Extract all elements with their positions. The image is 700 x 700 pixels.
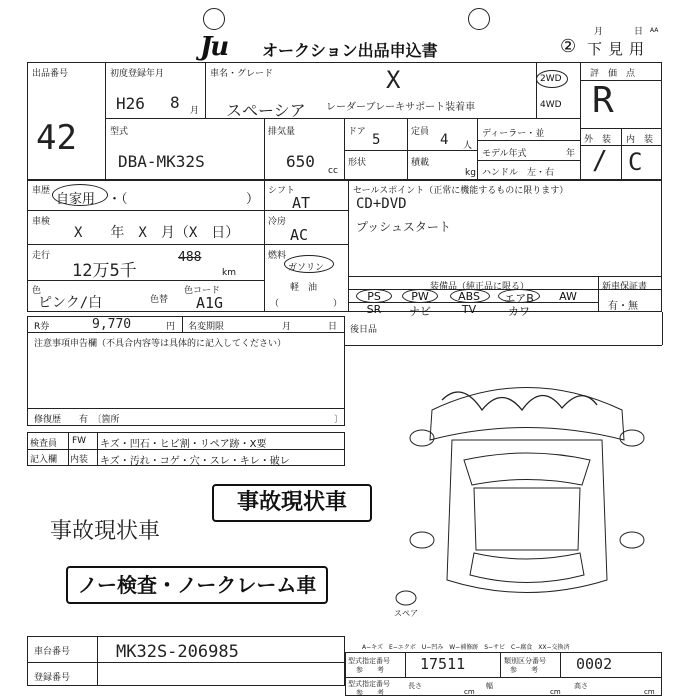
damage-scribble bbox=[442, 392, 597, 410]
first-reg-label: 初度登録年月 bbox=[110, 69, 165, 79]
car-roof bbox=[474, 488, 580, 550]
circled-number: ② bbox=[560, 36, 577, 57]
history-label: 車歴 bbox=[32, 186, 51, 196]
height-unit: cm bbox=[644, 688, 655, 696]
cc-unit: cc bbox=[328, 166, 338, 176]
color-code-label: 色コード bbox=[184, 286, 221, 296]
damage-legend: A−キズ E−エクボ U−凹み W−補修跡 S−サビ C−腐食 XX−交換済 bbox=[362, 644, 570, 651]
accident-stamp: 事故現状車 bbox=[212, 484, 372, 522]
repair-close: 〕 bbox=[334, 415, 344, 425]
fuel-label: 燃料 bbox=[268, 251, 287, 261]
first-reg-year: H26 bbox=[116, 94, 145, 113]
fuel-paren: （ ） bbox=[270, 299, 343, 309]
sales-point-1: CD+DVD bbox=[356, 196, 407, 212]
equip-ps-circle bbox=[356, 289, 392, 303]
recorder-label: 記入欄 bbox=[30, 455, 58, 465]
handle-label: ハンドル 左・右 bbox=[482, 168, 555, 178]
cooler-label: 冷房 bbox=[268, 217, 287, 227]
lot-number-label: 出品番号 bbox=[32, 69, 69, 79]
km-unit: km bbox=[222, 268, 236, 278]
equip-tv: TV bbox=[461, 303, 477, 316]
exterior-label: 外 装 bbox=[584, 135, 612, 145]
2wd-circle bbox=[536, 70, 568, 88]
width-label: 幅 bbox=[486, 682, 493, 690]
fuel-circle bbox=[284, 255, 334, 273]
spare-label: スペア bbox=[394, 609, 418, 618]
warranty-opts: 有・無 bbox=[608, 301, 638, 312]
interior-label: 内 装 bbox=[626, 135, 654, 145]
mileage-label: 走行 bbox=[32, 251, 51, 261]
width-unit: cm bbox=[550, 688, 561, 696]
chassis-label: 車台番号 bbox=[34, 647, 71, 657]
rating-label: 評 価 点 bbox=[590, 69, 636, 79]
shape-label: 形状 bbox=[348, 158, 367, 168]
cooler-value: AC bbox=[290, 226, 309, 244]
type-spec-ref: 参 考 bbox=[356, 666, 384, 674]
color-label: 色 bbox=[32, 286, 42, 296]
aa-label: AA bbox=[650, 27, 659, 34]
interior-short-label: 内装 bbox=[70, 455, 89, 465]
class-spec-value: 0002 bbox=[576, 655, 613, 673]
length-unit: cm bbox=[464, 688, 475, 696]
car-name-label: 車名・グレード bbox=[210, 69, 274, 79]
equipment-label: 装備品（純正品に限る） bbox=[430, 282, 530, 292]
mileage-value: 12万5千 bbox=[72, 261, 137, 281]
shaken-value: X 年 X 月（X 日） bbox=[74, 225, 240, 241]
loading-label: 積載 bbox=[411, 158, 430, 168]
rating-value: R bbox=[592, 80, 614, 121]
equip-navi: ナビ bbox=[409, 305, 431, 318]
int-items: キズ・汚れ・コゲ・穴・スレ・キレ・破レ bbox=[100, 456, 290, 467]
class-spec-ref: 参 考 bbox=[510, 666, 538, 674]
wheel-rear-right bbox=[620, 532, 644, 548]
inspector-label: 検査員 bbox=[30, 439, 58, 449]
doors-label: ドア bbox=[348, 127, 366, 137]
equip-pw: PW bbox=[411, 290, 429, 303]
type-spec-value: 17511 bbox=[420, 655, 466, 673]
chassis-value: MK32S-206985 bbox=[116, 642, 239, 662]
equip-ps: PS bbox=[367, 290, 381, 303]
spare-tire bbox=[396, 591, 416, 605]
dims-ref: 参 考 bbox=[356, 689, 384, 697]
model-type-label: 型式 bbox=[110, 127, 129, 137]
history-value: 自家用 bbox=[56, 192, 96, 207]
color-value: ピンク/白 bbox=[38, 295, 103, 311]
capacity-label: 定員 bbox=[411, 127, 430, 137]
warranty-label: 新車保証書 bbox=[602, 282, 648, 292]
r-ken-value: 9,770 bbox=[92, 317, 132, 332]
first-reg-month-suffix: 月 bbox=[190, 106, 200, 116]
lot-number-value: 42 bbox=[36, 118, 77, 158]
notes-label: 注意事項申告欄（不具合内容等は具体的に記入してください） bbox=[34, 339, 287, 349]
model-year-unit: 年 bbox=[566, 149, 576, 159]
no-claim-stamp: ノー検査・ノークレーム車 bbox=[66, 566, 328, 604]
equip-abs: ABS bbox=[458, 290, 480, 303]
month-label: 月 bbox=[594, 27, 604, 37]
car-front-outline bbox=[430, 388, 624, 441]
car-rear-window bbox=[470, 553, 584, 583]
equip-pw-circle bbox=[402, 289, 438, 303]
dims-label: 型式指定番号 bbox=[348, 680, 390, 688]
displacement-label: 排気量 bbox=[268, 127, 296, 137]
color-code-value: A1G bbox=[196, 294, 224, 312]
car-name-value: スペーシア bbox=[226, 101, 306, 120]
grade-detail-value: レーダーブレーキサポート装着車 bbox=[326, 102, 476, 113]
shift-value: AT bbox=[292, 194, 311, 212]
capacity-value: 4 bbox=[440, 132, 449, 148]
length-label: 長さ bbox=[408, 682, 422, 690]
name-change-month: 月 bbox=[282, 322, 292, 332]
sales-point-2: プッシュスタート bbox=[356, 220, 451, 234]
shaken-label: 車検 bbox=[32, 217, 51, 227]
model-year-label: モデル年式 bbox=[482, 149, 527, 159]
repair-label: 修復歴 有 〔箇所 bbox=[34, 415, 120, 425]
exterior-value: / bbox=[592, 146, 608, 176]
mileage-struck: 488 bbox=[178, 250, 202, 265]
class-spec-label: 類別区分番号 bbox=[504, 657, 546, 665]
kg-unit: kg bbox=[465, 168, 476, 178]
car-damage-diagram bbox=[392, 370, 662, 620]
interior-value: C bbox=[628, 148, 643, 176]
equip-airbag: エアB bbox=[504, 292, 534, 305]
height-label: 高さ bbox=[574, 682, 588, 690]
shift-label: シフト bbox=[268, 186, 296, 196]
form-title: オークション出品申込書 bbox=[262, 41, 438, 60]
light-oil-label: 軽 油 bbox=[290, 283, 318, 293]
doors-value: 5 bbox=[372, 132, 381, 148]
history-close: ） bbox=[246, 192, 260, 207]
paint-label: 色替 bbox=[150, 295, 169, 305]
history-opts: ・（ bbox=[108, 192, 128, 207]
fw-label: FW bbox=[72, 436, 87, 446]
accident-handwritten: 事故現状車 bbox=[50, 519, 161, 544]
registration-label: 登録番号 bbox=[34, 673, 71, 683]
dealer-label: ディーラー・並 bbox=[482, 129, 545, 139]
equip-abs-circle bbox=[450, 289, 490, 303]
name-change-day: 日 bbox=[328, 322, 338, 332]
day-label: 日 bbox=[634, 27, 644, 37]
fuel-value: ガソリン bbox=[288, 263, 325, 273]
name-change-label: 名変期限 bbox=[188, 322, 225, 332]
displacement-value: 650 bbox=[286, 152, 315, 171]
shitamiyo-label: 下見用 bbox=[587, 40, 651, 58]
equip-airbag-circle bbox=[498, 289, 540, 303]
fw-items: キズ・凹石・ヒビ割・リペア跡・X要 bbox=[100, 439, 267, 450]
punch-hole-right bbox=[468, 8, 490, 30]
4wd-option: 4WD bbox=[540, 100, 562, 110]
2wd-option: 2WD bbox=[540, 74, 562, 84]
sales-point-label: セールスポイント（正常に機能するものに限ります） bbox=[353, 186, 569, 196]
model-type-value: DBA-MK32S bbox=[118, 152, 205, 171]
car-windshield bbox=[464, 453, 590, 485]
r-ken-label: R券 bbox=[34, 322, 50, 332]
type-spec-label: 型式指定番号 bbox=[348, 657, 390, 665]
persons-unit: 人 bbox=[463, 141, 473, 151]
first-reg-month: 8 bbox=[170, 93, 180, 112]
grade-value: X bbox=[386, 66, 401, 94]
ju-logo: Ju bbox=[200, 32, 228, 62]
equip-sr: SR bbox=[366, 303, 382, 316]
wheel-rear-left bbox=[410, 532, 434, 548]
punch-hole-left bbox=[203, 8, 225, 30]
equip-aw: AW bbox=[559, 290, 577, 303]
yen-unit: 円 bbox=[166, 322, 176, 332]
back-seat-label: 後日品 bbox=[350, 325, 378, 335]
history-circle bbox=[52, 184, 108, 206]
equip-leather: カワ bbox=[508, 305, 530, 318]
